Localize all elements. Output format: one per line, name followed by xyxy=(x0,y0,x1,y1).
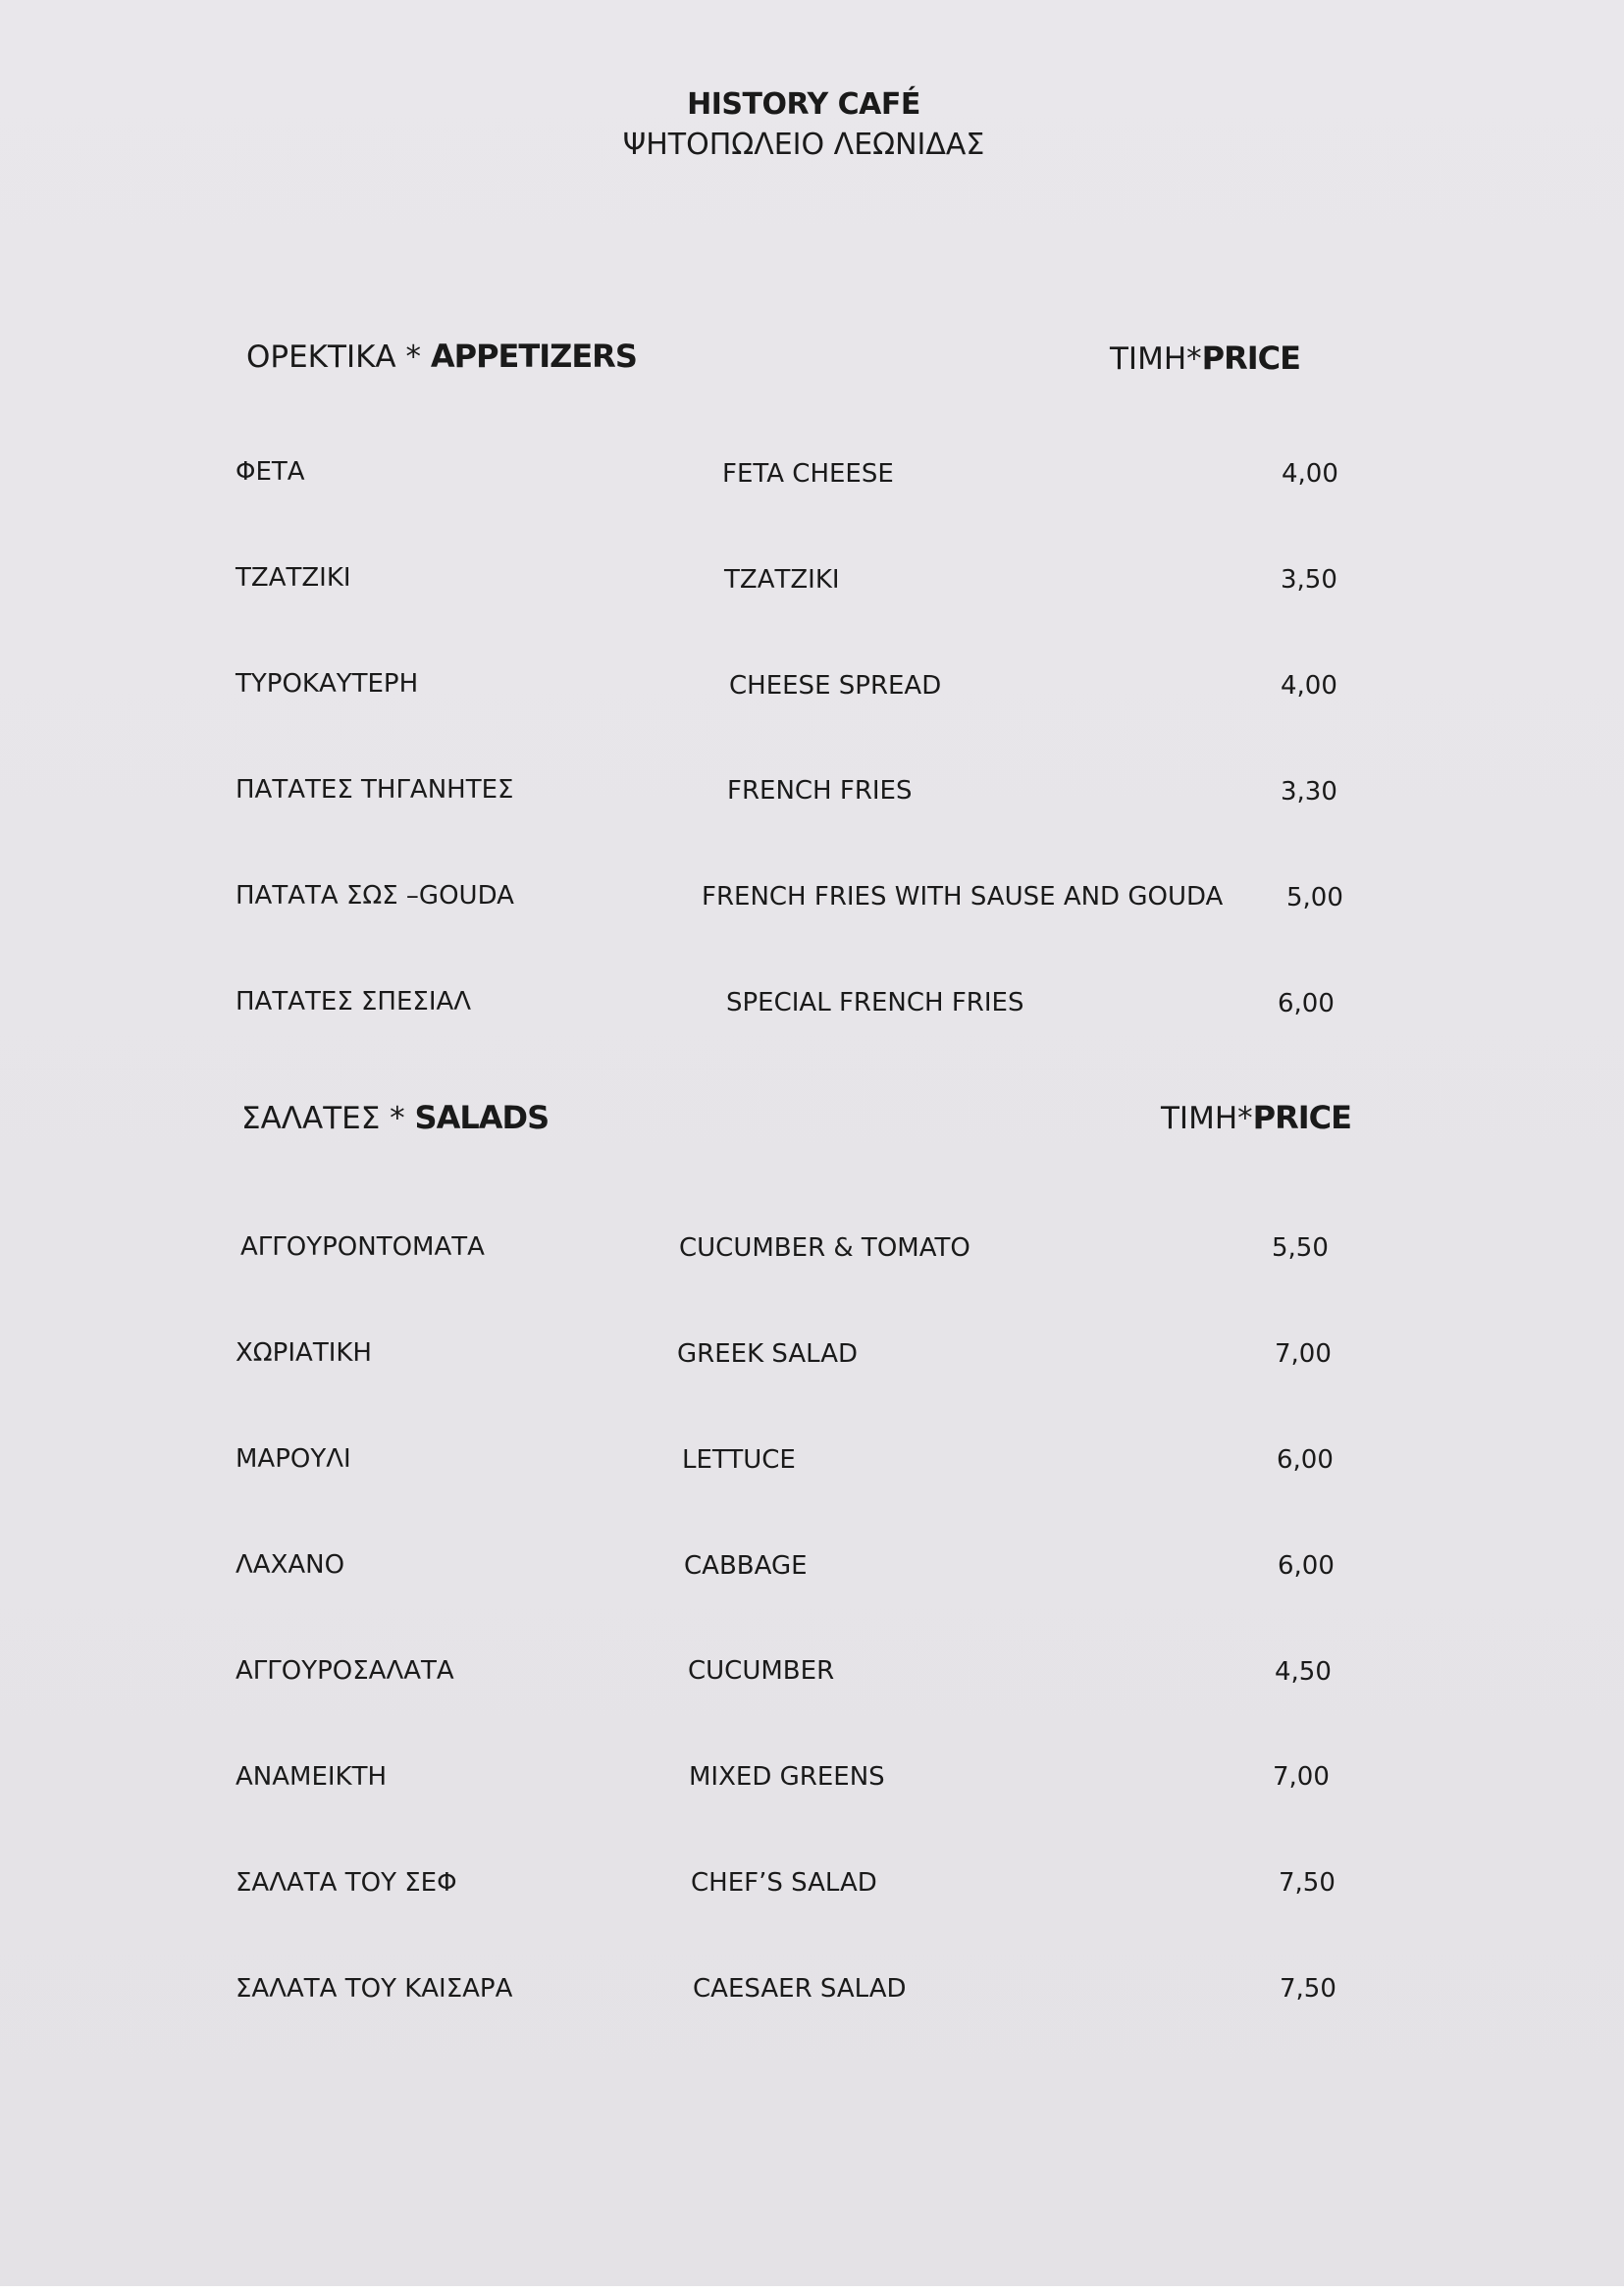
item-greek-name: ΣΑΛΑΤΑ ΤΟΥ ΣΕΦ xyxy=(236,1868,457,1898)
salads-heading xyxy=(241,1099,549,1136)
item-english-name: FETA CHEESE xyxy=(722,459,894,489)
item-english-name: CUCUMBER xyxy=(688,1656,835,1686)
item-price: 3,50 xyxy=(1281,565,1337,595)
appetizers-heading-english: APPETIZERS xyxy=(430,338,637,375)
item-english-name: CAESAER SALAD xyxy=(693,1974,907,2004)
item-greek-name: ΧΩΡΙΑΤΙΚΗ xyxy=(236,1338,372,1368)
salads-heading-greek: ΣΑΛΑΤΕΣ * xyxy=(241,1101,415,1136)
item-price: 4,50 xyxy=(1275,1657,1332,1687)
item-price: 7,50 xyxy=(1279,1868,1336,1898)
item-english-name: CHEF’S SALAD xyxy=(691,1868,877,1898)
salads-heading-english: SALADS xyxy=(414,1099,550,1136)
item-greek-name: ΣΑΛΑΤΑ ΤΟΥ ΚΑΙΣΑΡΑ xyxy=(236,1974,513,2004)
item-greek-name: ΠΑΤΑΤΑ ΣΩΣ –GOUDA xyxy=(236,881,514,911)
item-greek-name: ΑΝΑΜΕΙΚΤΗ xyxy=(236,1762,388,1792)
item-english-name: FRENCH FRIES WITH SAUSE AND GOUDA xyxy=(702,882,1224,912)
menu-header xyxy=(0,86,1607,165)
item-english-name: CHEESE SPREAD xyxy=(729,671,942,701)
item-english-name: LETTUCE xyxy=(682,1445,796,1475)
appetizers-price-heading-english: PRICE xyxy=(1201,339,1300,377)
item-english-name: MIXED GREENS xyxy=(689,1762,885,1792)
item-price: 5,00 xyxy=(1286,883,1343,912)
item-price: 4,00 xyxy=(1281,671,1337,701)
item-greek-name: ΤΥΡΟΚΑΥΤΕΡΗ xyxy=(236,669,419,699)
item-english-name: GREEK SALAD xyxy=(677,1339,859,1369)
salads-price-heading-english: PRICE xyxy=(1252,1099,1351,1136)
item-greek-name: ΑΓΓΟΥΡΟΣΑΛΑΤΑ xyxy=(236,1656,454,1686)
appetizers-heading xyxy=(246,338,637,375)
item-english-name: SPECIAL FRENCH FRIES xyxy=(726,988,1024,1017)
item-greek-name: ΑΓΓΟΥΡΟΝΤΟΜΑΤΑ xyxy=(240,1232,485,1262)
item-price: 7,00 xyxy=(1273,1762,1330,1792)
item-greek-name: ΠΑΤΑΤΕΣ ΣΠΕΣΙΑΛ xyxy=(236,987,472,1017)
appetizers-price-heading-greek: ΤΙΜΗ* xyxy=(1110,341,1202,377)
item-greek-name: ΤΖΑΤΖΙΚΙ xyxy=(236,563,351,593)
appetizers-price-heading xyxy=(1110,339,1300,377)
item-greek-name: ΛΑΧΑΝΟ xyxy=(236,1550,345,1580)
item-greek-name: ΜΑΡΟΥΛΙ xyxy=(236,1444,351,1474)
item-greek-name: ΦΕΤΑ xyxy=(236,457,305,487)
salads-price-heading-greek: ΤΙΜΗ* xyxy=(1161,1101,1253,1136)
item-english-name: ΤΖΑΤΖΙΚΙ xyxy=(724,565,840,595)
item-price: 3,30 xyxy=(1281,777,1337,807)
cafe-title: HISTORY CAFÉ xyxy=(687,87,920,122)
salads-price-heading xyxy=(1161,1099,1351,1136)
item-price: 6,00 xyxy=(1278,1551,1335,1581)
appetizers-heading-greek: ΟΡΕΚΤΙΚΑ * xyxy=(246,339,431,375)
item-price: 7,50 xyxy=(1280,1974,1336,2004)
item-price: 7,00 xyxy=(1275,1339,1332,1369)
item-price: 4,00 xyxy=(1282,459,1338,489)
cafe-subtitle: ΨΗΤΟΠΩΛΕΙΟ ΛΕΩΝΙΔΑΣ xyxy=(622,128,985,162)
item-price: 6,00 xyxy=(1278,989,1335,1018)
item-price: 5,50 xyxy=(1272,1233,1329,1263)
item-price: 6,00 xyxy=(1277,1445,1334,1475)
item-greek-name: ΠΑΤΑΤΕΣ ΤΗΓΑΝΗΤΕΣ xyxy=(236,775,514,805)
item-english-name: CABBAGE xyxy=(684,1551,808,1581)
scan-edge xyxy=(0,2286,1624,2294)
item-english-name: CUCUMBER & TOMATO xyxy=(679,1233,970,1263)
item-english-name: FRENCH FRIES xyxy=(727,776,913,806)
